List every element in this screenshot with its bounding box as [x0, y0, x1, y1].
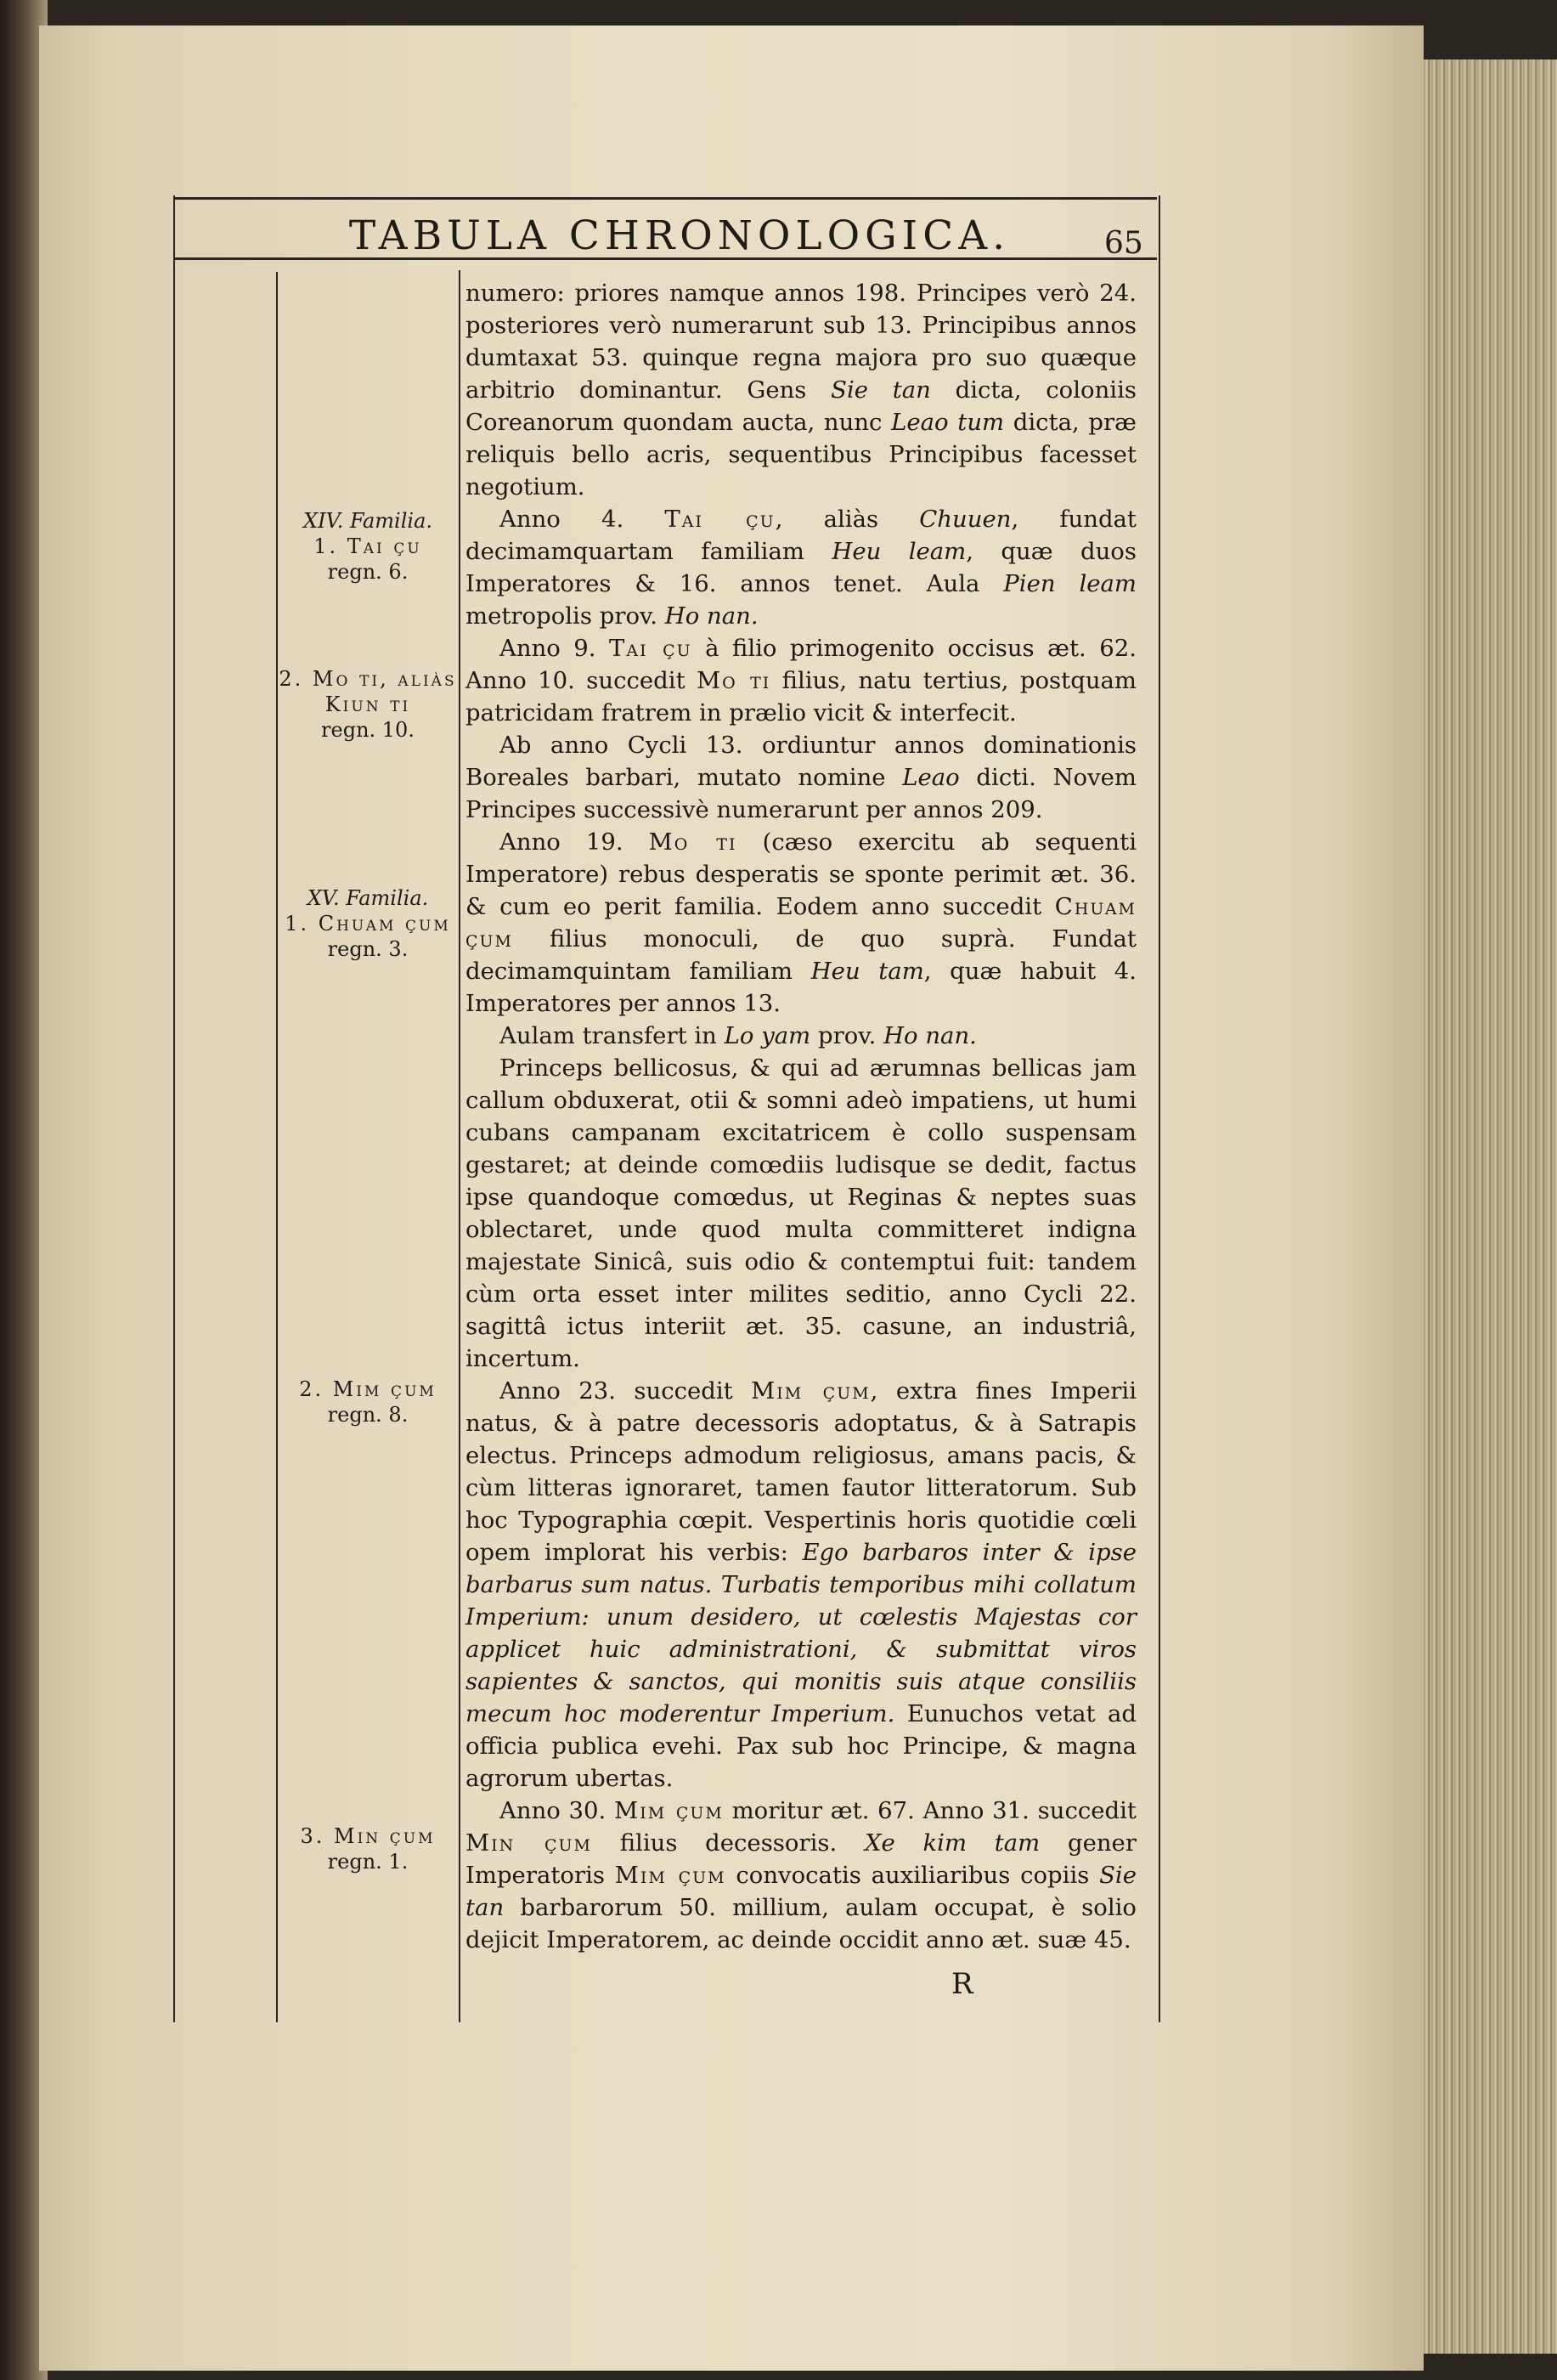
italic-term: Leao — [902, 764, 960, 791]
text-run: Anno 9. — [499, 635, 596, 662]
text-run: dicti. Novem Principes successivè numerarunt per annos 209. — [465, 764, 1137, 823]
italic-term: Leao tum — [891, 409, 1005, 436]
text-run: prov. — [817, 1022, 877, 1049]
margin-family-label: XIV. Familia. — [302, 509, 432, 533]
page-edges-stack — [1424, 59, 1557, 2354]
text-run: barbarorum 50. millium, aulam occupat, è solio dejicit Imperatorem, ac deinde occidit anno æt. suæ 45. — [465, 1894, 1137, 1953]
text-run: Anno 4. — [499, 506, 624, 533]
text-run: dicta, præ reliquis bello acris, sequentibus Principibus facesset negotium. — [465, 409, 1137, 500]
paragraph — [465, 503, 1137, 632]
margin-ruler-name: 1. Tai çu — [313, 534, 422, 558]
text-run: , fundat decimamquartam familiam — [465, 506, 1137, 565]
running-title: TABULA CHRONOLOGICA. — [348, 212, 1011, 259]
ruler-name: Mim çum — [614, 1862, 726, 1889]
text-run: , quæ duos Imperatores & 16. annos tenet. Aula — [465, 538, 1137, 597]
margin-ruler-name: 3. Min çum — [300, 1824, 436, 1848]
italic-term: Heu leam — [832, 538, 967, 565]
margin-ruler-name: 1. Chuam çum — [285, 912, 451, 936]
margin-ruler-name: 2. Mim çum — [299, 1377, 437, 1401]
main-text-column — [465, 277, 1137, 1956]
text-run: filius, natu tertius, postquam patricidam fratrem in prælio vicit & interfecit. — [465, 667, 1137, 726]
margin-reign-length: regn. 10. — [321, 718, 415, 742]
ruler-name: Mo ti — [648, 828, 737, 856]
italic-term: Chuuen — [919, 506, 1012, 533]
paragraph — [465, 1020, 1137, 1052]
text-run: Eunuchos vetat ad officia publica evehi. Pax sub hoc Principe, & magna agrorum ubertas. — [465, 1700, 1137, 1792]
ruler-name: Mim çum — [751, 1377, 871, 1405]
italic-term: Sie tan — [831, 376, 931, 404]
text-run: filius decessoris. — [619, 1829, 838, 1857]
text-run: , extra fines Imperii natus, & à patre decessoris adoptatus, & à Satrapis electus. Princeps admodum religiosus, amans pacis, & cùm litteras ignoraret, tamen fautor litteratorum. Sub hoc Typographia cœpit. Vespertinis horis quotidie cœli opem implorat his verbis: — [465, 1377, 1137, 1566]
margin-reign-length: regn. 3. — [327, 937, 409, 961]
margin-ruler-name: 2. Mo ti, aliàs Kiun ti — [279, 667, 457, 716]
text-run: Princeps bellicosus, & qui ad ærumnas bellicas jam callum obduxerat, otii & somni adeò impatiens, ut humi cubans campanam excitatricem è collo suspensam gestaret; at deinde comœdiis ludisque se dedit, factus ipse quandoque comœdus, ut Reginas & neptes suas oblectaret, unde quod multa committeret indigna majestate Sinicâ, suis odio & contemptui fuit: tandem cùm orta esset inter milites seditio, anno Cycli 22. sagittâ ictus interiit æt. 35. casune, an industriâ, incertum. — [465, 1054, 1137, 1372]
ruler-name: Mo ti — [696, 667, 771, 694]
paragraph — [465, 729, 1137, 826]
text-run: Anno 19. — [499, 828, 623, 856]
margin-reign-length: regn. 1. — [327, 1850, 409, 1874]
paragraph — [465, 632, 1137, 729]
margin-family-label: XV. Familia. — [307, 886, 429, 910]
margin-reign-length: regn. 8. — [327, 1403, 409, 1427]
page-number: 65 — [1104, 226, 1143, 261]
text-run: dicta, coloniis Coreanorum quondam aucta, nunc — [465, 376, 1137, 436]
text-run: filius monoculi, de quo suprà. Fundat decimamquintam familiam — [465, 925, 1137, 985]
text-run: moritur æt. 67. Anno 31. succedit — [731, 1797, 1137, 1824]
margin-note-mim-cum — [270, 1377, 465, 1427]
margin-note-family-15 — [270, 885, 465, 962]
text-run: , quæ habuit 4. Imperatores per annos 13. — [465, 958, 1137, 1017]
italic-quotation: Ego barbaros inter & ipse barbarus sum natus. Turbatis temporibus mihi collatum Imperium: unum desidero, ut cœlestis Majestas cor applicet huic administrationi, & submittat viros sapientes & sanctos, qui monitis suis atque consiliis mecum hoc moderentur Imperium. — [465, 1539, 1137, 1727]
italic-term: Xe kim tam — [864, 1829, 1041, 1857]
ruler-name: Tai çu — [664, 506, 776, 533]
text-run: metropolis prov. — [465, 602, 658, 630]
italic-term: Heu tam — [810, 958, 924, 985]
paragraph — [465, 1375, 1137, 1795]
italic-term: Sie tan — [465, 1862, 1137, 1921]
text-run: Ab anno Cycli 13. ordiuntur annos dominationis Boreales barbari, mutato nomine — [465, 732, 1137, 791]
paragraph — [465, 1795, 1137, 1956]
margin-note-family-14 — [270, 508, 465, 585]
text-run: Anno 23. succedit — [499, 1377, 733, 1405]
ruler-name: Min çum — [465, 1829, 592, 1857]
text-run: convocatis auxiliaribus copiis — [736, 1862, 1090, 1889]
text-run: numero: priores namque annos 198. Principes verò 24. posteriores verò numerarunt sub 13. Principibus annos dumtaxat 53. quinque regna majora pro suo quæque arbitrio dominantur. Gens — [465, 280, 1137, 404]
margin-note-mo-ti — [270, 666, 465, 743]
italic-term: Ho nan. — [664, 602, 759, 630]
paragraph — [465, 826, 1137, 1020]
signature-mark: R — [951, 1967, 973, 2001]
text-run: gener Imperatoris — [465, 1829, 1137, 1889]
text-run: (cæso exercitu ab sequenti Imperatore) rebus desperatis se sponte perimit æt. 36. & cum eo perit familia. Eodem anno succedit — [465, 828, 1137, 920]
ruler-name: Mim çum — [614, 1797, 724, 1824]
margin-note-min-cum — [270, 1823, 465, 1874]
ruler-name: Tai çu — [609, 635, 692, 662]
italic-term: Lo yam — [724, 1022, 811, 1049]
ruler-name: Chuam çum — [465, 893, 1137, 953]
text-run: Aulam transfert in — [499, 1022, 717, 1049]
text-run: à filio primogenito occisus æt. 62. Anno 10. succedit — [465, 635, 1137, 694]
paragraph — [465, 277, 1137, 503]
italic-term: Pien leam — [1003, 570, 1137, 597]
margin-reign-length: regn. 6. — [327, 560, 409, 584]
text-run: Anno 30. — [499, 1797, 606, 1824]
text-run: , aliàs — [775, 506, 879, 533]
italic-term: Ho nan. — [883, 1022, 977, 1049]
paragraph — [465, 1052, 1137, 1375]
